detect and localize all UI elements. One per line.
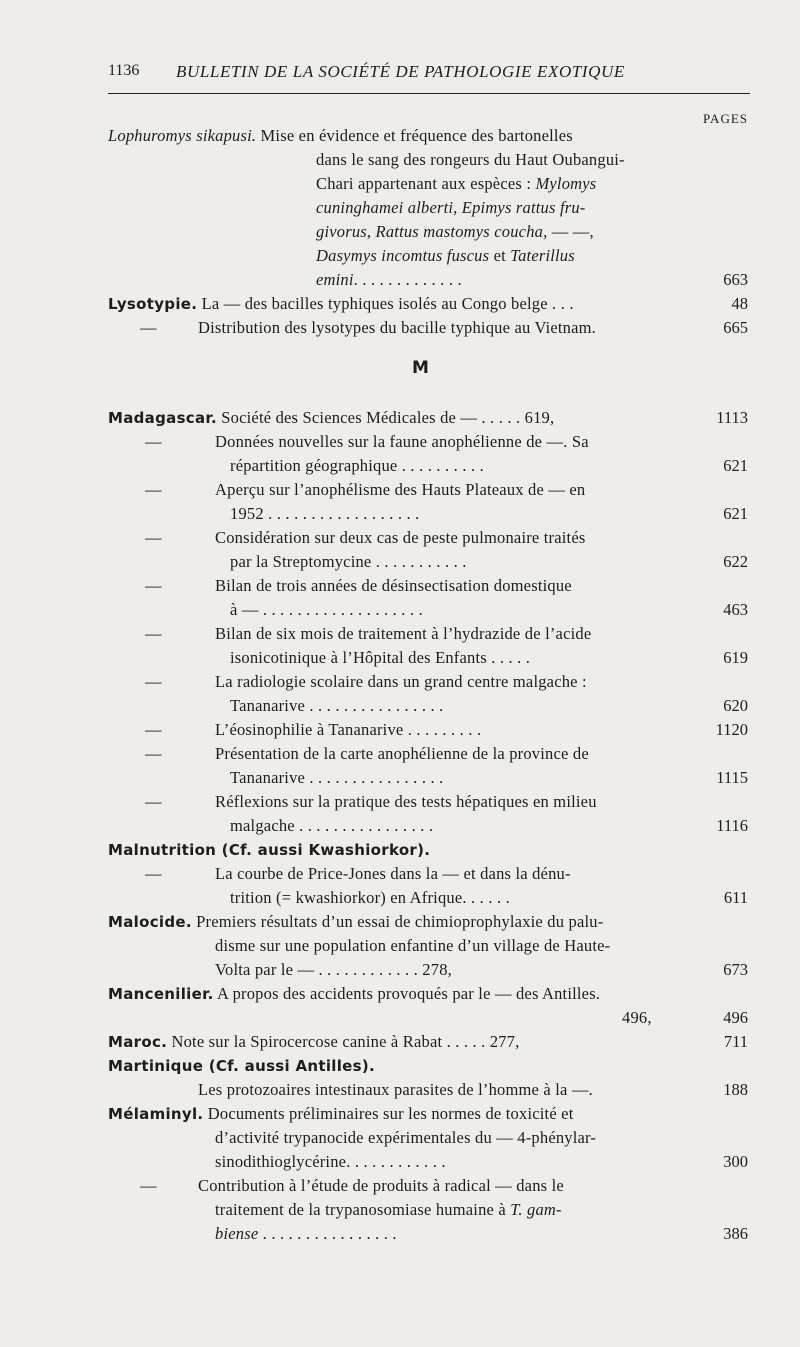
index-line-text (316, 224, 594, 241)
page-reference: 1113 (716, 408, 748, 427)
index-line-text (198, 320, 596, 337)
index-line-text (215, 1154, 446, 1171)
index-headword: Malocide. (108, 913, 192, 931)
text-segment: Données nouvelles sur la faune anophélienne de —. Sa (215, 432, 589, 451)
index-line-text (316, 272, 462, 289)
index-headword: Madagascar. (108, 409, 217, 427)
index-headword: Lysotypie. (108, 295, 198, 313)
ditto-dash: — (145, 432, 162, 451)
ditto-dash: — (145, 480, 162, 499)
index-line-text (215, 866, 571, 883)
page-reference: 1115 (716, 768, 748, 787)
text-segment: Chari appartenant aux espèces : (316, 174, 536, 193)
page-header (108, 62, 748, 88)
text-segment: trition (= kwashiorkor) en Afrique. . . . . . (230, 888, 510, 907)
page-reference: 665 (723, 318, 748, 337)
text-segment: Considération sur deux cas de peste pulmonaire traités (215, 528, 586, 547)
text-segment: sinodithioglycérine. . . . . . . . . . . . (215, 1152, 446, 1171)
index-line-text (230, 506, 420, 523)
index-line-text (215, 722, 481, 739)
text-segment: Mise en évidence et fréquence des bartonelles (256, 126, 573, 145)
text-segment: Tananarive . . . . . . . . . . . . . . . . (230, 768, 444, 787)
page-reference: 1116 (716, 816, 748, 835)
text-segment: La radiologie scolaire dans un grand centre malgache : (215, 672, 587, 691)
text-segment: Aperçu sur l’anophélisme des Hauts Plateaux de — en (215, 480, 586, 499)
text-segment: isonicotinique à l’Hôpital des Enfants . . . . . (230, 648, 531, 667)
index-line-text (230, 818, 433, 835)
index-line-text (108, 986, 600, 1003)
index-line-text (215, 962, 452, 979)
index-line-text (215, 746, 589, 763)
index-headword: Malnutrition (Cf. aussi Kwashiorkor). (108, 841, 431, 859)
index-headword: Martinique (Cf. aussi Antilles). (108, 1057, 376, 1075)
text-segment: Tananarive . . . . . . . . . . . . . . . . (230, 696, 444, 715)
index-line-text (198, 1178, 564, 1195)
text-segment: La — des bacilles typhiques isolés au Congo belge . . . (197, 294, 574, 313)
page-reference: 619 (723, 648, 748, 667)
page-reference: 48 (731, 294, 748, 313)
text-segment: Note sur la Spirocercose canine à Rabat . . . . . 277, (167, 1032, 520, 1051)
italic-segment: Lophuromys sikapusi. (108, 126, 257, 145)
running-title: BULLETIN DE LA SOCIÉTÉ DE PATHOLOGIE EXOTIQUE (176, 62, 625, 81)
index-line-text (108, 1034, 520, 1051)
index-line-text (316, 176, 596, 193)
page-reference: 622 (723, 552, 748, 571)
italic-segment: T. gam- (510, 1200, 562, 1219)
index-headword: Maroc. (108, 1033, 168, 1051)
italic-segment: Taterillus (510, 246, 575, 265)
index-line-text (215, 674, 587, 691)
text-segment: L’éosinophilie à Tananarive . . . . . . . . . (215, 720, 482, 739)
index-line-text (108, 1106, 573, 1123)
page-reference: 620 (723, 696, 748, 715)
index-line-text (230, 770, 443, 787)
text-segment: par la Streptomycine . . . . . . . . . . . (230, 552, 467, 571)
ditto-dash: — (145, 864, 162, 883)
page-reference: 711 (723, 1032, 748, 1051)
index-line-text (108, 410, 554, 427)
text-segment: et (489, 246, 511, 265)
page-reference: 663 (723, 270, 748, 289)
text-segment: Volta par le — . . . . . . . . . . . . 278, (215, 960, 452, 979)
page-reference: 1120 (715, 720, 748, 739)
page-reference: 496 (723, 1008, 748, 1027)
page-reference: 621 (723, 456, 748, 475)
index-line-text (215, 1130, 596, 1147)
index-line-text (230, 650, 530, 667)
text-segment: Bilan de trois années de désinsectisation domestique (215, 576, 572, 595)
index-line-text (215, 938, 610, 955)
text-segment: à — . . . . . . . . . . . . . . . . . . . (230, 600, 423, 619)
ditto-dash: — (145, 792, 162, 811)
index-line-text (198, 1082, 593, 1099)
index-line-text (622, 1010, 652, 1027)
italic-segment: Mylomys (535, 174, 597, 193)
index-line-text (108, 128, 573, 145)
index-line-text (230, 554, 467, 571)
index-line-text (316, 200, 586, 217)
page-reference: 621 (723, 504, 748, 523)
index-line-text (316, 152, 625, 169)
text-segment: — —, (547, 222, 594, 241)
ditto-dash: — (145, 624, 162, 643)
ditto-dash: — (145, 528, 162, 547)
text-segment: Documents préliminaires sur les normes de toxicité et (203, 1104, 574, 1123)
text-segment: Premiers résultats d’un essai de chimioprophylaxie du palu- (191, 912, 604, 931)
page-reference: 463 (723, 600, 748, 619)
ditto-dash: — (145, 720, 162, 739)
text-segment: A propos des accidents provoqués par le — des Antilles. (213, 984, 601, 1003)
index-line-text (108, 296, 574, 313)
index-line-text (108, 914, 603, 931)
index-headword: Mélaminyl. (108, 1105, 204, 1123)
text-segment: Les protozoaires intestinaux parasites de l’homme à la —. (198, 1080, 593, 1099)
header-rule (108, 93, 750, 94)
page-reference: 188 (723, 1080, 748, 1099)
ditto-dash: — (140, 318, 157, 337)
text-segment: Réflexions sur la pratique des tests hépatiques en milieu (215, 792, 597, 811)
text-segment: La courbe de Price-Jones dans la — et dans la dénu- (215, 864, 571, 883)
text-segment: malgache . . . . . . . . . . . . . . . . (230, 816, 434, 835)
index-line-text (215, 578, 572, 595)
index-line-text (230, 890, 510, 907)
italic-segment: givorus, Rattus mastomys coucha, (316, 222, 548, 241)
index-headword: Mancenilier. (108, 985, 214, 1003)
index-line-text (316, 248, 575, 265)
text-segment: Contribution à l’étude de produits à radical — dans le (198, 1176, 564, 1195)
section-letter: M (412, 358, 429, 378)
text-segment: 496, (622, 1008, 652, 1027)
index-line-text (215, 1202, 562, 1219)
text-segment: 1952 . . . . . . . . . . . . . . . . . . (230, 504, 420, 523)
text-segment: disme sur une population enfantine d’un village de Haute- (215, 936, 611, 955)
page-reference: 300 (723, 1152, 748, 1171)
ditto-dash: — (145, 576, 162, 595)
text-segment: Distribution des lysotypes du bacille typhique au Vietnam. (198, 318, 596, 337)
index-line-text (215, 530, 586, 547)
index-line-text (230, 458, 484, 475)
index-line-text (215, 482, 585, 499)
index-line-text (108, 842, 430, 859)
index-line-text (215, 626, 591, 643)
page-number: 1136 (108, 62, 140, 79)
page-reference: 386 (723, 1224, 748, 1243)
text-segment: traitement de la trypanosomiase humaine à (215, 1200, 511, 1219)
index-line-text (215, 1226, 397, 1243)
text-segment: d’activité trypanocide expérimentales du — 4-phénylar- (215, 1128, 597, 1147)
index-line-text (215, 434, 589, 451)
index-line-text (230, 698, 443, 715)
pages-column-label: PAGES (703, 111, 748, 126)
index-line-text (108, 1058, 375, 1075)
index-line-text (230, 602, 423, 619)
italic-segment: Dasymys incomtus fuscus (316, 246, 490, 265)
text-segment: Présentation de la carte anophélienne de la province de (215, 744, 589, 763)
text-segment: répartition géographique . . . . . . . . . . (230, 456, 484, 475)
italic-segment: emini (316, 270, 354, 289)
italic-segment: cuninghamei alberti, Epimys rattus fru- (316, 198, 586, 217)
page-reference: 673 (723, 960, 748, 979)
text-segment: Société des Sciences Médicales de — . . . . . 619, (216, 408, 555, 427)
ditto-dash: — (140, 1176, 157, 1195)
page-reference: 611 (723, 888, 748, 907)
text-segment: Bilan de six mois de traitement à l’hydrazide de l’acide (215, 624, 592, 643)
index-line-text (215, 794, 597, 811)
text-segment: . . . . . . . . . . . . . (353, 270, 462, 289)
ditto-dash: — (145, 672, 162, 691)
ditto-dash: — (145, 744, 162, 763)
text-segment: . . . . . . . . . . . . . . . . (258, 1224, 397, 1243)
italic-segment: biense (215, 1224, 259, 1243)
text-segment: dans le sang des rongeurs du Haut Oubangui- (316, 150, 625, 169)
